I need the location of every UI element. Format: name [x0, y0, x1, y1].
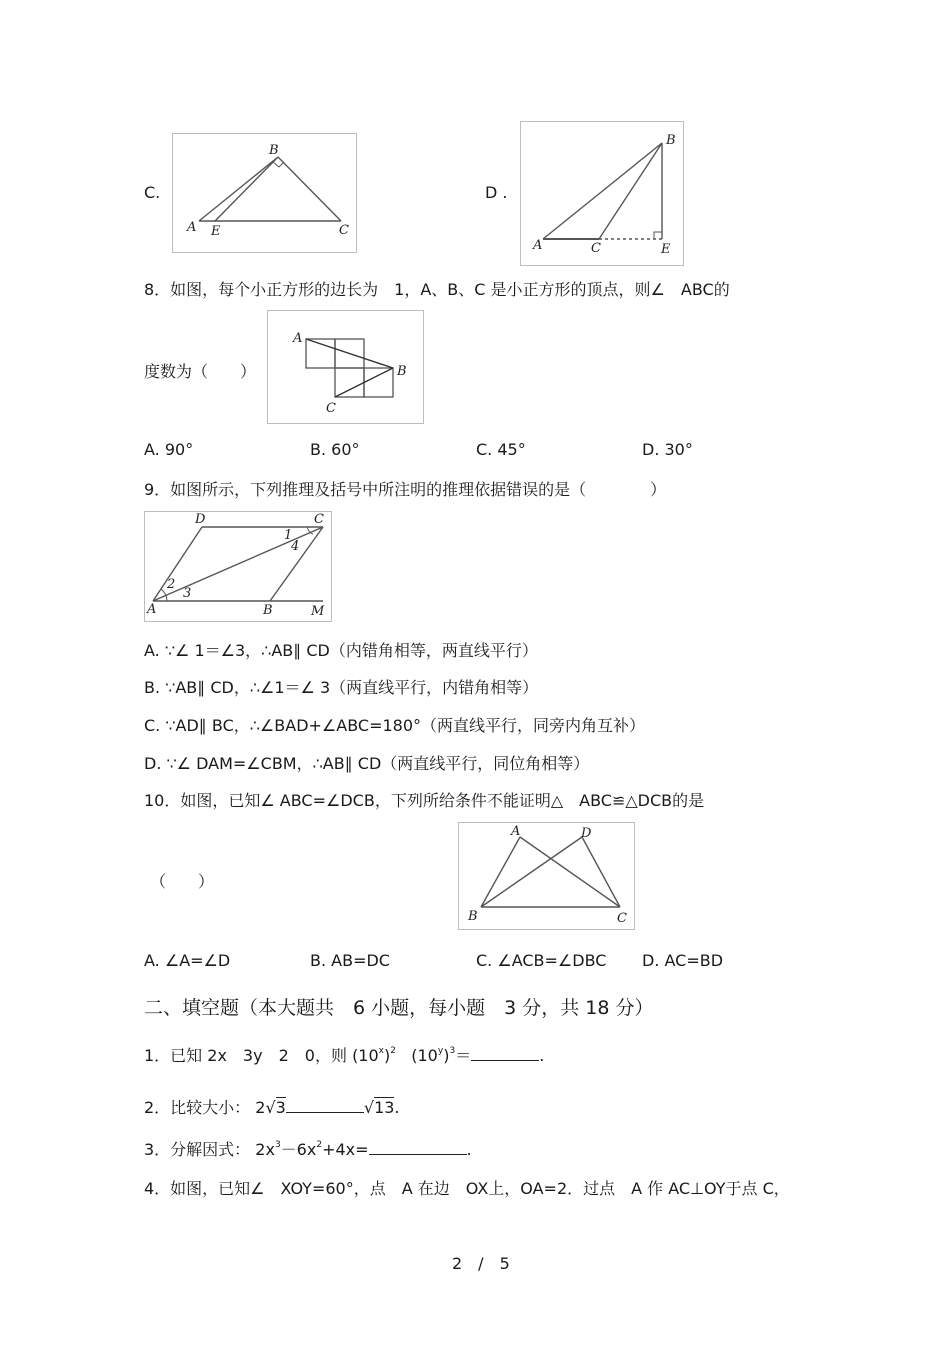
- label-a: A: [147, 602, 157, 617]
- label-a: A: [293, 331, 303, 346]
- line-ba: [481, 837, 520, 907]
- label-b: B: [468, 909, 478, 924]
- line-dc: [582, 837, 620, 907]
- line-ab: [543, 143, 662, 239]
- label-e: E: [661, 242, 671, 257]
- q10-option-a: A. ∠A=∠D: [144, 951, 231, 970]
- q7-figure-c: [172, 133, 357, 253]
- answer-blank-2[interactable]: [286, 1098, 364, 1113]
- line-bd: [481, 837, 582, 907]
- q10-figure: [458, 822, 635, 930]
- label-2: 2: [167, 577, 176, 592]
- line-bc: [278, 157, 341, 221]
- label-b: B: [397, 364, 407, 379]
- label-1: 1: [284, 528, 293, 543]
- fill-question-2: 2．比较大小： 2√3 √13.: [144, 1098, 400, 1117]
- q8-figure: [267, 310, 424, 424]
- sqrt-3: √3: [265, 1098, 286, 1117]
- label-d: D: [581, 826, 592, 841]
- label-c: C: [314, 512, 324, 527]
- q7-figure-d: [520, 121, 684, 266]
- q8-option-a: A. 90°: [144, 440, 194, 459]
- q10-stem: 10．如图，已知∠ ABC=∠DCB，下列所给条件不能证明△ ABC≌△DCB的是: [144, 791, 705, 810]
- line-ab: [306, 339, 393, 368]
- label-c: C: [326, 401, 336, 416]
- right-angle-mark: [654, 232, 662, 239]
- q9-option-d: D. ∵∠ DAM=∠CBM，∴AB∥ CD（两直线平行，同位角相等）: [144, 754, 590, 773]
- line-ac: [520, 837, 620, 907]
- q10-option-b: B. AB=DC: [310, 951, 390, 970]
- page-number: 2 / 5: [452, 1254, 510, 1273]
- label-a: A: [533, 238, 543, 253]
- q8-option-b: B. 60°: [310, 440, 360, 459]
- label-c: C: [339, 223, 349, 238]
- label-3: 3: [183, 586, 192, 601]
- line-cb: [599, 143, 662, 239]
- q8-stem: 8．如图，每个小正方形的边长为 1，A、B、C 是小正方形的顶点，则∠ ABC的: [144, 280, 730, 299]
- q7-option-d-label: D .: [485, 183, 508, 202]
- label-a: A: [187, 220, 197, 235]
- q8-stem-line2: 度数为（ ）: [144, 362, 257, 381]
- label-e: E: [211, 224, 221, 239]
- label-c: C: [617, 911, 627, 926]
- label-4: 4: [291, 539, 300, 554]
- label-b: B: [269, 143, 279, 158]
- label-c: C: [591, 241, 601, 256]
- answer-blank-1[interactable]: [471, 1046, 539, 1061]
- line-ab: [199, 157, 278, 221]
- line-eb: [215, 157, 278, 221]
- label-m: M: [311, 604, 325, 619]
- q8-option-d: D. 30°: [642, 440, 693, 459]
- q9-stem: 9．如图所示，下列推理及括号中所注明的推理依据错误的是（ ）: [144, 480, 667, 499]
- grid-squares: [306, 339, 393, 397]
- q7-option-c-label: C.: [144, 183, 161, 202]
- q10-option-d: D. AC=BD: [642, 951, 724, 970]
- label-a: A: [511, 824, 521, 839]
- q9-option-c: C. ∵AD∥ BC，∴∠BAD+∠ABC=180°（两直线平行，同旁内角互补）: [144, 716, 646, 735]
- q9-figure: [144, 511, 332, 622]
- q10-paren: （ ）: [150, 872, 215, 891]
- right-angle-mark: [273, 162, 284, 167]
- q9-option-b: B. ∵AB∥ CD，∴∠1＝∠ 3（两直线平行，内错角相等）: [144, 678, 539, 697]
- section-title: 二、填空题（本大题共 6 小题，每小题 3 分，共 18 分）: [144, 997, 654, 1019]
- answer-blank-3[interactable]: [369, 1140, 467, 1155]
- sqrt-13: √13: [363, 1098, 395, 1117]
- label-b: B: [263, 603, 273, 618]
- q10-option-c: C. ∠ACB=∠DBC: [476, 951, 607, 970]
- q8-option-c: C. 45°: [476, 440, 526, 459]
- fill-question-4: 4．如图，已知∠ XOY=60°，点 A 在边 OX上，OA=2．过点 A 作 AC⊥OY于点 C，: [144, 1179, 790, 1198]
- fill-question-3: 3．分解因式： $2x^3-6x^2+4x=$ .: [144, 1140, 472, 1159]
- label-b: B: [666, 133, 676, 148]
- label-d: D: [195, 512, 206, 527]
- fill-question-1: 1．已知 2x 3y 2 0，则 $(10^x)^2$ $(10^y)^3=$ .: [144, 1046, 545, 1065]
- q9-option-a: A. ∵∠ 1＝∠3，∴AB∥ CD（内错角相等，两直线平行）: [144, 641, 538, 660]
